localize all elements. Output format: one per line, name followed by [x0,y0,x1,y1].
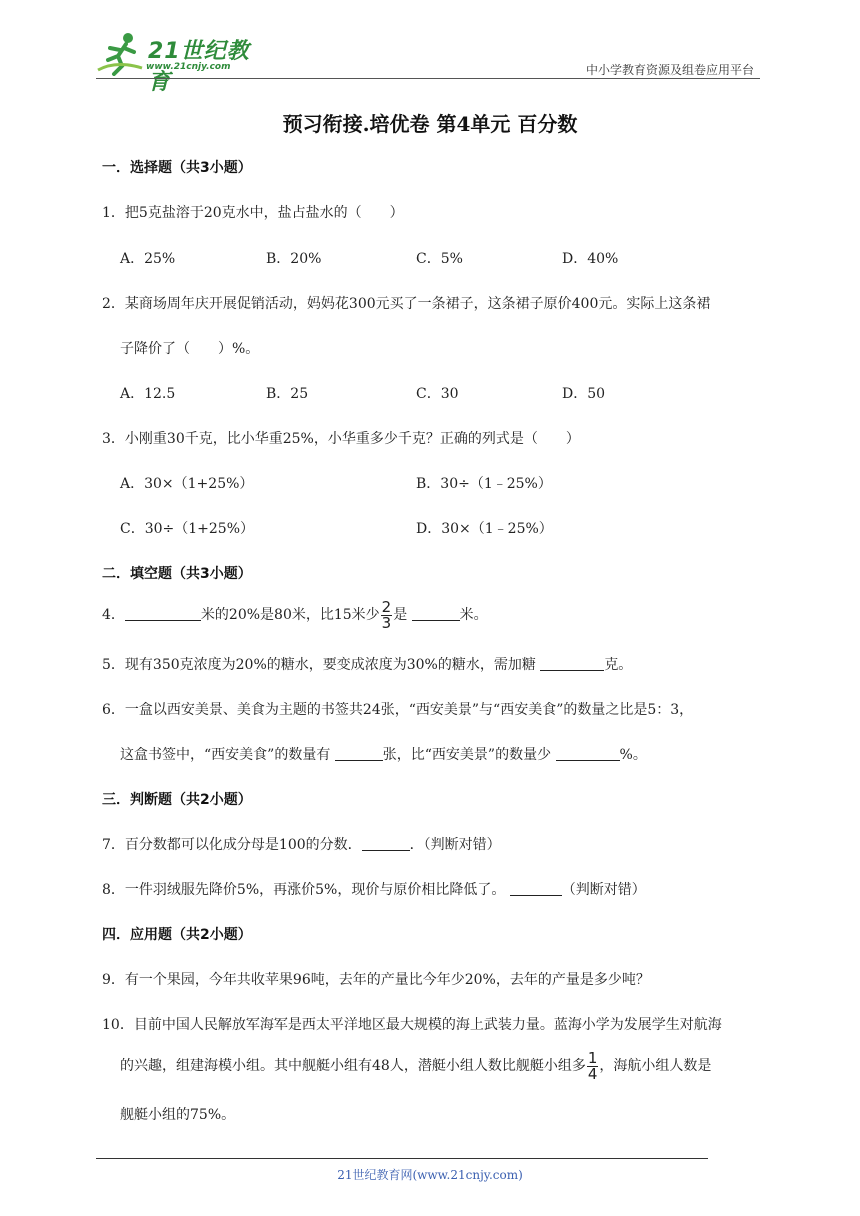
question-7 [102,834,501,854]
q2-option-c: C．30 [416,386,459,402]
q2-option-d: D．50 [562,386,606,402]
q7-blank [362,836,410,851]
question-8 [102,879,646,899]
logo-url: www.21cnjy.com [146,62,231,72]
question-2-line2: 子降价了（ ）%。 [120,341,260,357]
q6-text-1: 这盒书签中，“西安美食”的数量有 [120,747,335,763]
footer-text: 21世纪教育网(www.21cnjy.com) [337,1168,523,1182]
q5-text-1: 5．现有350克浓度为20%的糖水，要变成浓度为30%的糖水，需加糖 [102,657,541,673]
q10-fraction-denominator: 4 [587,1064,598,1083]
question-10-line2 [120,1049,711,1083]
q1-option-b: B．20% [266,251,322,267]
question-6-line1: 6．一盒以西安美景、美食为主题的书签共24张，“西安美景”与“西安美食”的数量之比是5：3， [102,702,694,718]
q10-text-2: ，海航小组人数是 [599,1058,712,1074]
q7-text-2: ．（判断对错） [409,837,501,853]
q8-text-2: （判断对错） [561,882,646,898]
q6-blank-1 [335,746,383,761]
logo-text: 21世纪教育 [148,39,250,95]
q5-text-2: 克。 [604,657,633,673]
q3-option-a: A．30×（1+25%） [120,476,254,492]
q4-blank-2 [412,606,460,621]
q4-fraction-denominator: 3 [381,613,392,632]
q4-fraction [381,597,393,632]
q8-text-1: 8．一件羽绒服先降价5%，再涨价5%，现价与原价相比降低了。 [102,882,510,898]
q6-text-3: %。 [619,747,647,763]
q10-text-1: 的兴趣，组建海模小组。其中舰艇小组有48人，潜艇小组人数比舰艇小组多 [120,1058,586,1074]
q3-option-d: D．30×（1﹣25%） [416,521,553,537]
q1-option-c: C．5% [416,251,463,267]
question-6-line2 [120,744,647,764]
q10-fraction-numerator: 1 [587,1048,598,1067]
header-divider [96,78,760,79]
question-1: 1．把5克盐溶于20克水中，盐占盐水的（ ） [102,205,404,221]
section-application: 四．应用题（共2小题） [102,927,252,943]
question-9: 9．有一个果园，今年共收苹果96吨，去年的产量比今年少20%，去年的产量是多少吨？ [102,972,650,988]
q1-option-a: A．25% [120,251,176,267]
q6-blank-2 [556,746,620,761]
q8-blank [510,881,562,896]
site-logo [96,30,266,95]
runner-icon [96,30,146,76]
question-2-line1: 2．某商场周年庆开展促销活动，妈妈花300元买了一条裙子，这条裙子原价400元。实际上这条裙 [102,296,711,312]
q3-option-c: C．30÷（1+25%） [120,521,255,537]
q4-blank-1 [125,606,201,621]
q2-option-a: A．12.5 [120,386,176,402]
q4-text-1: 米的20%是80米，比15米少 [200,607,380,623]
question-10-line1: 10．目前中国人民解放军海军是西太平洋地区最大规模的海上武装力量。蓝海小学为发展学生对航海 [102,1017,722,1033]
section-true-false: 三．判断题（共2小题） [102,792,252,808]
q4-text-2: 是 [393,607,412,623]
q4-fraction-numerator: 2 [381,597,392,616]
question-5 [102,654,632,674]
q4-number: 4． [102,607,125,623]
q10-fraction [587,1048,599,1083]
q5-blank [540,656,604,671]
q7-text-1: 7．百分数都可以化成分母是100的分数． [102,837,362,853]
q1-option-d: D．40% [562,251,619,267]
question-10-line3: 舰艇小组的75%。 [120,1107,236,1123]
page-title: 预习衔接.培优卷 第4单元 百分数 [282,112,578,136]
footer-divider [96,1158,708,1159]
section-fill-blank: 二．填空题（共3小题） [102,566,252,582]
question-4 [102,598,488,632]
q2-option-b: B．25 [266,386,309,402]
q4-text-3: 米。 [459,607,488,623]
q3-option-b: B．30÷（1﹣25%） [416,476,552,492]
q6-text-2: 张，比“西安美景”的数量少 [382,747,556,763]
section-choice: 一．选择题（共3小题） [102,160,252,176]
header-platform-text: 中小学教育资源及组卷应用平台 [585,63,754,77]
question-3: 3．小刚重30千克，比小华重25%，小华重多少千克？正确的列式是（ ） [102,431,580,447]
